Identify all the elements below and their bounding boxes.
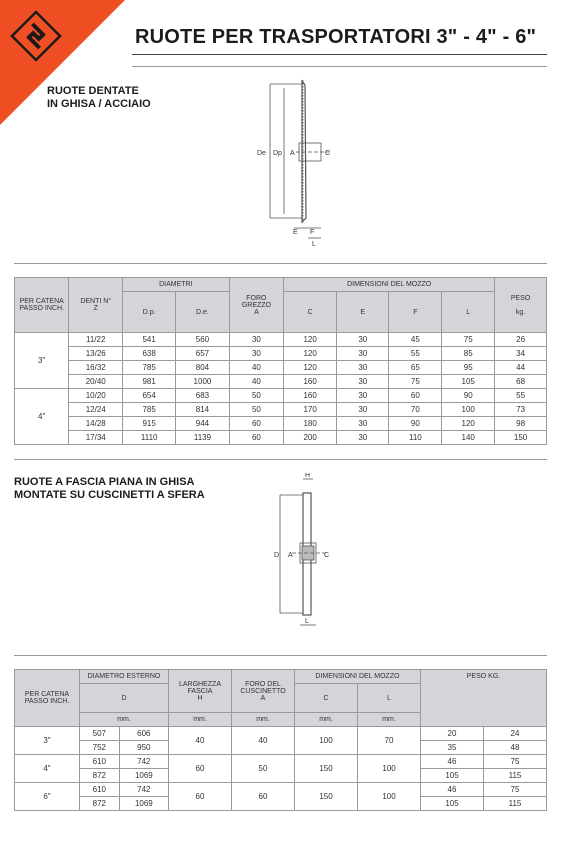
table-cell: 683	[176, 389, 229, 403]
table-cell: 110	[389, 431, 442, 445]
table-cell: 120	[442, 417, 495, 431]
label-C2: C	[324, 552, 330, 559]
label-L2: L	[305, 618, 309, 625]
table-cell: 100	[358, 755, 421, 783]
label-De: De	[257, 150, 266, 157]
passo-cell: 6"	[15, 783, 80, 811]
table-cell: 90	[389, 417, 442, 431]
passo-cell: 4"	[15, 389, 69, 445]
label-D: D	[274, 552, 280, 559]
table-cell: 752	[80, 741, 120, 755]
table-cell: 804	[176, 361, 229, 375]
table-cell: 30	[229, 347, 284, 361]
table-cell: 60	[229, 431, 284, 445]
table-cell: 46	[421, 755, 484, 769]
table-cell: 1000	[176, 375, 229, 389]
table-cell: 65	[389, 361, 442, 375]
section2-title: RUOTE A FASCIA PIANA IN GHISA MONTATE SU CUSCINETTI A SFERA	[14, 476, 205, 501]
label-H: H	[305, 473, 311, 479]
section1-title: RUOTE DENTATE IN GHISA / ACCIAIO	[47, 85, 151, 110]
table-cell: 46	[421, 783, 484, 797]
table-cell: 180	[284, 417, 337, 431]
table-row	[15, 333, 547, 347]
table-cell: 30	[337, 361, 389, 375]
unit-d: mm.	[80, 713, 169, 727]
table-cell: 12/24	[69, 403, 123, 417]
table-cell: 1069	[119, 797, 168, 811]
table-cell: 55	[495, 389, 547, 403]
unit-l: mm.	[358, 713, 421, 727]
table-cell: 610	[80, 755, 120, 769]
title-rule	[132, 54, 547, 55]
table-cell: 638	[123, 347, 176, 361]
table-row	[15, 783, 547, 797]
col2-foro: FORO DEL CUSCINETTO A	[232, 670, 295, 713]
table-cell: 160	[284, 375, 337, 389]
table-cell: 17/34	[69, 431, 123, 445]
table-cell: 30	[337, 375, 389, 389]
label-Dp: Dp	[273, 150, 282, 157]
table-cell: 48	[484, 741, 547, 755]
col-dp: D.p.	[123, 292, 176, 333]
table-cell: 60	[169, 783, 232, 811]
col-diametri: DIAMETRI	[123, 278, 230, 292]
table-cell: 60	[389, 389, 442, 403]
table-cell: 115	[484, 797, 547, 811]
table-cell: 30	[337, 333, 389, 347]
table-cell: 150	[295, 755, 358, 783]
table-cell: 30	[337, 347, 389, 361]
col2-per-catena: PER CATENA PASSO INCH.	[15, 670, 80, 727]
sprocket-table	[14, 277, 547, 445]
table-cell: 785	[123, 403, 176, 417]
table-cell: 70	[358, 727, 421, 755]
table-cell: 45	[389, 333, 442, 347]
table-cell: 981	[123, 375, 176, 389]
table-cell: 915	[123, 417, 176, 431]
table-cell: 610	[80, 783, 120, 797]
table-cell: 100	[358, 783, 421, 811]
col-dim-mozzo: DIMENSIONI DEL MOZZO	[284, 278, 495, 292]
sprocket-drawing	[255, 78, 340, 250]
table-cell: 20	[421, 727, 484, 741]
table-cell: 120	[284, 347, 337, 361]
table-cell: 100	[442, 403, 495, 417]
unit-a: mm.	[232, 713, 295, 727]
table-cell: 1069	[119, 769, 168, 783]
col-c: C	[284, 292, 337, 333]
table-cell: 75	[484, 783, 547, 797]
table-cell: 98	[495, 417, 547, 431]
table-row	[15, 361, 547, 375]
table-cell: 105	[442, 375, 495, 389]
table-cell: 35	[421, 741, 484, 755]
table-cell: 30	[229, 333, 284, 347]
table-cell: 170	[284, 403, 337, 417]
table-cell: 75	[442, 333, 495, 347]
table-cell: 120	[284, 361, 337, 375]
table-cell: 75	[484, 755, 547, 769]
col2-c: C	[295, 684, 358, 713]
section2-bottom-rule	[14, 655, 547, 656]
table-cell: 150	[295, 783, 358, 811]
table-cell: 140	[442, 431, 495, 445]
table-cell: 60	[232, 783, 295, 811]
page-title: RUOTE PER TRASPORTATORI 3" - 4" - 6"	[135, 26, 537, 48]
passo-cell: 3"	[15, 727, 80, 755]
table-cell: 541	[123, 333, 176, 347]
section2-top-rule	[14, 459, 547, 460]
table-cell: 34	[495, 347, 547, 361]
table-cell: 654	[123, 389, 176, 403]
label-E: E	[293, 229, 298, 236]
table-cell: 160	[284, 389, 337, 403]
passo-cell: 3"	[15, 333, 69, 389]
table-cell: 24	[484, 727, 547, 741]
table-cell: 742	[119, 783, 168, 797]
col2-larghezza: LARGHEZZA FASCIA H	[169, 670, 232, 713]
table-row	[15, 727, 547, 741]
label-L: L	[312, 241, 316, 248]
table-cell: 1139	[176, 431, 229, 445]
table-cell: 100	[295, 727, 358, 755]
table-cell: 50	[232, 755, 295, 783]
table-cell: 60	[169, 755, 232, 783]
table-cell: 30	[337, 389, 389, 403]
table-cell: 814	[176, 403, 229, 417]
label-A: A	[290, 150, 295, 157]
table-cell: 26	[495, 333, 547, 347]
table-cell: 30	[337, 417, 389, 431]
table-cell: 14/28	[69, 417, 123, 431]
table-cell: 507	[80, 727, 120, 741]
flat-wheel-table	[14, 669, 547, 811]
table-cell: 73	[495, 403, 547, 417]
table-cell: 11/22	[69, 333, 123, 347]
col2-d: D	[80, 684, 169, 713]
table-row	[15, 389, 547, 403]
table-cell: 20/40	[69, 375, 123, 389]
table-cell: 40	[229, 375, 284, 389]
table-cell: 657	[176, 347, 229, 361]
table-row	[15, 417, 547, 431]
table-cell: 70	[389, 403, 442, 417]
table-cell: 40	[169, 727, 232, 755]
table-cell: 44	[495, 361, 547, 375]
table-cell: 950	[119, 741, 168, 755]
col2-diam-esterno: DIAMETRO ESTERNO	[80, 670, 169, 684]
table-cell: 742	[119, 755, 168, 769]
table-row	[15, 375, 547, 389]
label-F: F	[310, 229, 315, 236]
table-cell: 120	[284, 333, 337, 347]
table-cell: 606	[119, 727, 168, 741]
passo-cell: 4"	[15, 755, 80, 783]
table-cell: 60	[229, 417, 284, 431]
table-cell: 30	[337, 431, 389, 445]
table-cell: 560	[176, 333, 229, 347]
col2-l: L	[358, 684, 421, 713]
unit-h: mm.	[169, 713, 232, 727]
col-de: D.e.	[176, 292, 229, 333]
table-row	[15, 431, 547, 445]
table-cell: 90	[442, 389, 495, 403]
table-cell: 40	[229, 361, 284, 375]
table-cell: 85	[442, 347, 495, 361]
col2-dim-mozzo: DIMENSIONI DEL MOZZO	[295, 670, 421, 684]
col-e: E	[337, 292, 389, 333]
table-cell: 50	[229, 403, 284, 417]
col-denti: DENTI N° Z	[69, 278, 123, 333]
table-cell: 30	[337, 403, 389, 417]
table-cell: 95	[442, 361, 495, 375]
table-cell: 115	[484, 769, 547, 783]
col-foro-grezzo: FORO GREZZO A	[229, 278, 284, 333]
table-row	[15, 403, 547, 417]
table-cell: 872	[80, 769, 120, 783]
table-cell: 10/20	[69, 389, 123, 403]
col-f: F	[389, 292, 442, 333]
table-cell: 200	[284, 431, 337, 445]
col2-peso: PESO KG.	[421, 670, 547, 727]
table-row	[15, 755, 547, 769]
table-cell: 68	[495, 375, 547, 389]
table-cell: 13/26	[69, 347, 123, 361]
table-row	[15, 347, 547, 361]
table-cell: 1110	[123, 431, 176, 445]
col-peso: PESO kg.	[495, 278, 547, 333]
unit-c: mm.	[295, 713, 358, 727]
table-cell: 150	[495, 431, 547, 445]
label-C: C	[325, 150, 331, 157]
table-cell: 55	[389, 347, 442, 361]
table-cell: 785	[123, 361, 176, 375]
table-cell: 50	[229, 389, 284, 403]
table-cell: 944	[176, 417, 229, 431]
label-A2: A	[288, 552, 293, 559]
table-cell: 75	[389, 375, 442, 389]
table-cell: 105	[421, 769, 484, 783]
table-cell: 40	[232, 727, 295, 755]
col-l: L	[442, 292, 495, 333]
title-rule-thin	[132, 66, 547, 67]
table-cell: 105	[421, 797, 484, 811]
flat-wheel-drawing	[270, 473, 345, 635]
col-per-catena: PER CATENA PASSO INCH.	[15, 278, 69, 333]
table-cell: 872	[80, 797, 120, 811]
section1-top-rule	[14, 263, 547, 264]
table-cell: 16/32	[69, 361, 123, 375]
